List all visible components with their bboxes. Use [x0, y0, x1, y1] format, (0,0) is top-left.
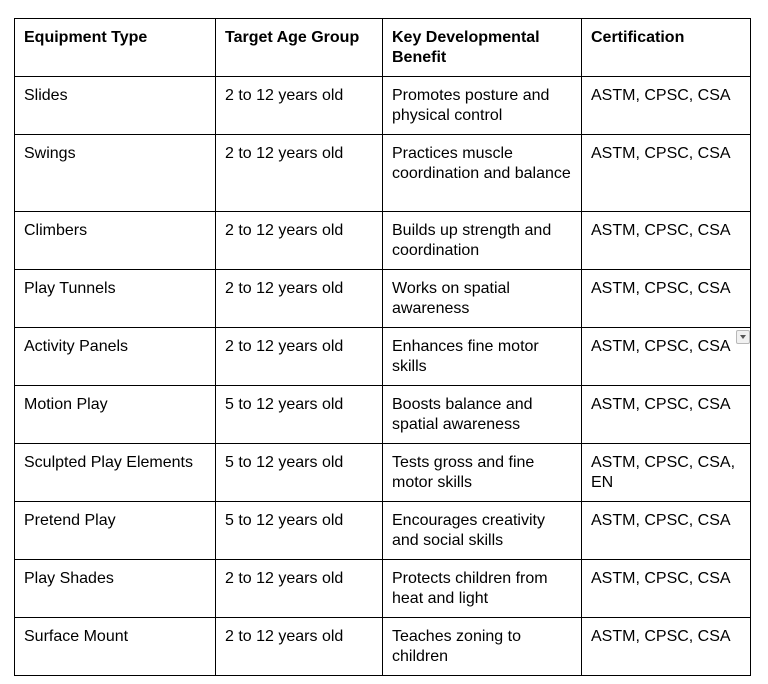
certification-cell[interactable]	[582, 328, 751, 386]
table-row	[15, 77, 751, 135]
table-row	[15, 386, 751, 444]
certification-cell[interactable]: ASTM, CPSC, CSA	[582, 270, 751, 328]
certification-cell[interactable]: ASTM, CPSC, CSA	[582, 618, 751, 676]
target-age-cell[interactable]: 2 to 12 years old	[216, 328, 383, 386]
header-target-age-group: Target Age Group	[216, 19, 383, 77]
benefit-cell[interactable]: Practices muscle coordination and balance	[383, 135, 582, 212]
equipment-type-cell[interactable]: Climbers	[15, 212, 216, 270]
equipment-type-cell[interactable]: Swings	[15, 135, 216, 212]
certification-cell[interactable]: ASTM, CPSC, CSA	[582, 502, 751, 560]
table-row	[15, 328, 751, 386]
certification-cell[interactable]: ASTM, CPSC, CSA	[582, 386, 751, 444]
equipment-table	[14, 18, 751, 676]
table-row	[15, 212, 751, 270]
table-row	[15, 135, 751, 212]
equipment-type-cell[interactable]: Play Tunnels	[15, 270, 216, 328]
chevron-down-icon	[740, 335, 746, 339]
target-age-cell[interactable]: 2 to 12 years old	[216, 560, 383, 618]
target-age-cell[interactable]: 2 to 12 years old	[216, 135, 383, 212]
header-row	[15, 19, 751, 77]
benefit-cell[interactable]: Promotes posture and physical control	[383, 77, 582, 135]
certification-cell[interactable]: ASTM, CPSC, CSA	[582, 135, 751, 212]
target-age-cell[interactable]: 5 to 12 years old	[216, 444, 383, 502]
equipment-type-cell[interactable]: Pretend Play	[15, 502, 216, 560]
equipment-type-cell[interactable]: Surface Mount	[15, 618, 216, 676]
target-age-cell[interactable]: 5 to 12 years old	[216, 386, 383, 444]
benefit-cell[interactable]: Protects children from heat and light	[383, 560, 582, 618]
equipment-type-cell[interactable]: Sculpted Play Elements	[15, 444, 216, 502]
header-equipment-type: Equipment Type	[15, 19, 216, 77]
target-age-cell[interactable]: 2 to 12 years old	[216, 77, 383, 135]
target-age-cell[interactable]: 5 to 12 years old	[216, 502, 383, 560]
target-age-cell[interactable]: 2 to 12 years old	[216, 212, 383, 270]
equipment-type-cell[interactable]: Activity Panels	[15, 328, 216, 386]
benefit-cell[interactable]: Tests gross and fine motor skills	[383, 444, 582, 502]
benefit-cell[interactable]: Teaches zoning to children	[383, 618, 582, 676]
target-age-cell[interactable]: 2 to 12 years old	[216, 618, 383, 676]
table-row	[15, 618, 751, 676]
table-row	[15, 560, 751, 618]
cell-dropdown-button[interactable]	[736, 330, 750, 344]
benefit-cell[interactable]: Encourages creativity and social skills	[383, 502, 582, 560]
equipment-type-cell[interactable]: Play Shades	[15, 560, 216, 618]
table-row	[15, 270, 751, 328]
header-key-developmental-benefit: Key Developmental Benefit	[383, 19, 582, 77]
certification-cell[interactable]: ASTM, CPSC, CSA	[582, 560, 751, 618]
equipment-type-cell[interactable]: Slides	[15, 77, 216, 135]
benefit-cell[interactable]: Works on spatial awareness	[383, 270, 582, 328]
certification-cell[interactable]: ASTM, CPSC, CSA, EN	[582, 444, 751, 502]
header-certification: Certification	[582, 19, 751, 77]
benefit-cell[interactable]: Builds up strength and coordination	[383, 212, 582, 270]
benefit-cell[interactable]: Enhances fine motor skills	[383, 328, 582, 386]
benefit-cell[interactable]: Boosts balance and spatial awareness	[383, 386, 582, 444]
certification-text: ASTM, CPSC, CSA	[591, 338, 731, 355]
table-row	[15, 502, 751, 560]
equipment-type-cell[interactable]: Motion Play	[15, 386, 216, 444]
certification-cell[interactable]: ASTM, CPSC, CSA	[582, 77, 751, 135]
certification-cell[interactable]: ASTM, CPSC, CSA	[582, 212, 751, 270]
table-row	[15, 444, 751, 502]
target-age-cell[interactable]: 2 to 12 years old	[216, 270, 383, 328]
